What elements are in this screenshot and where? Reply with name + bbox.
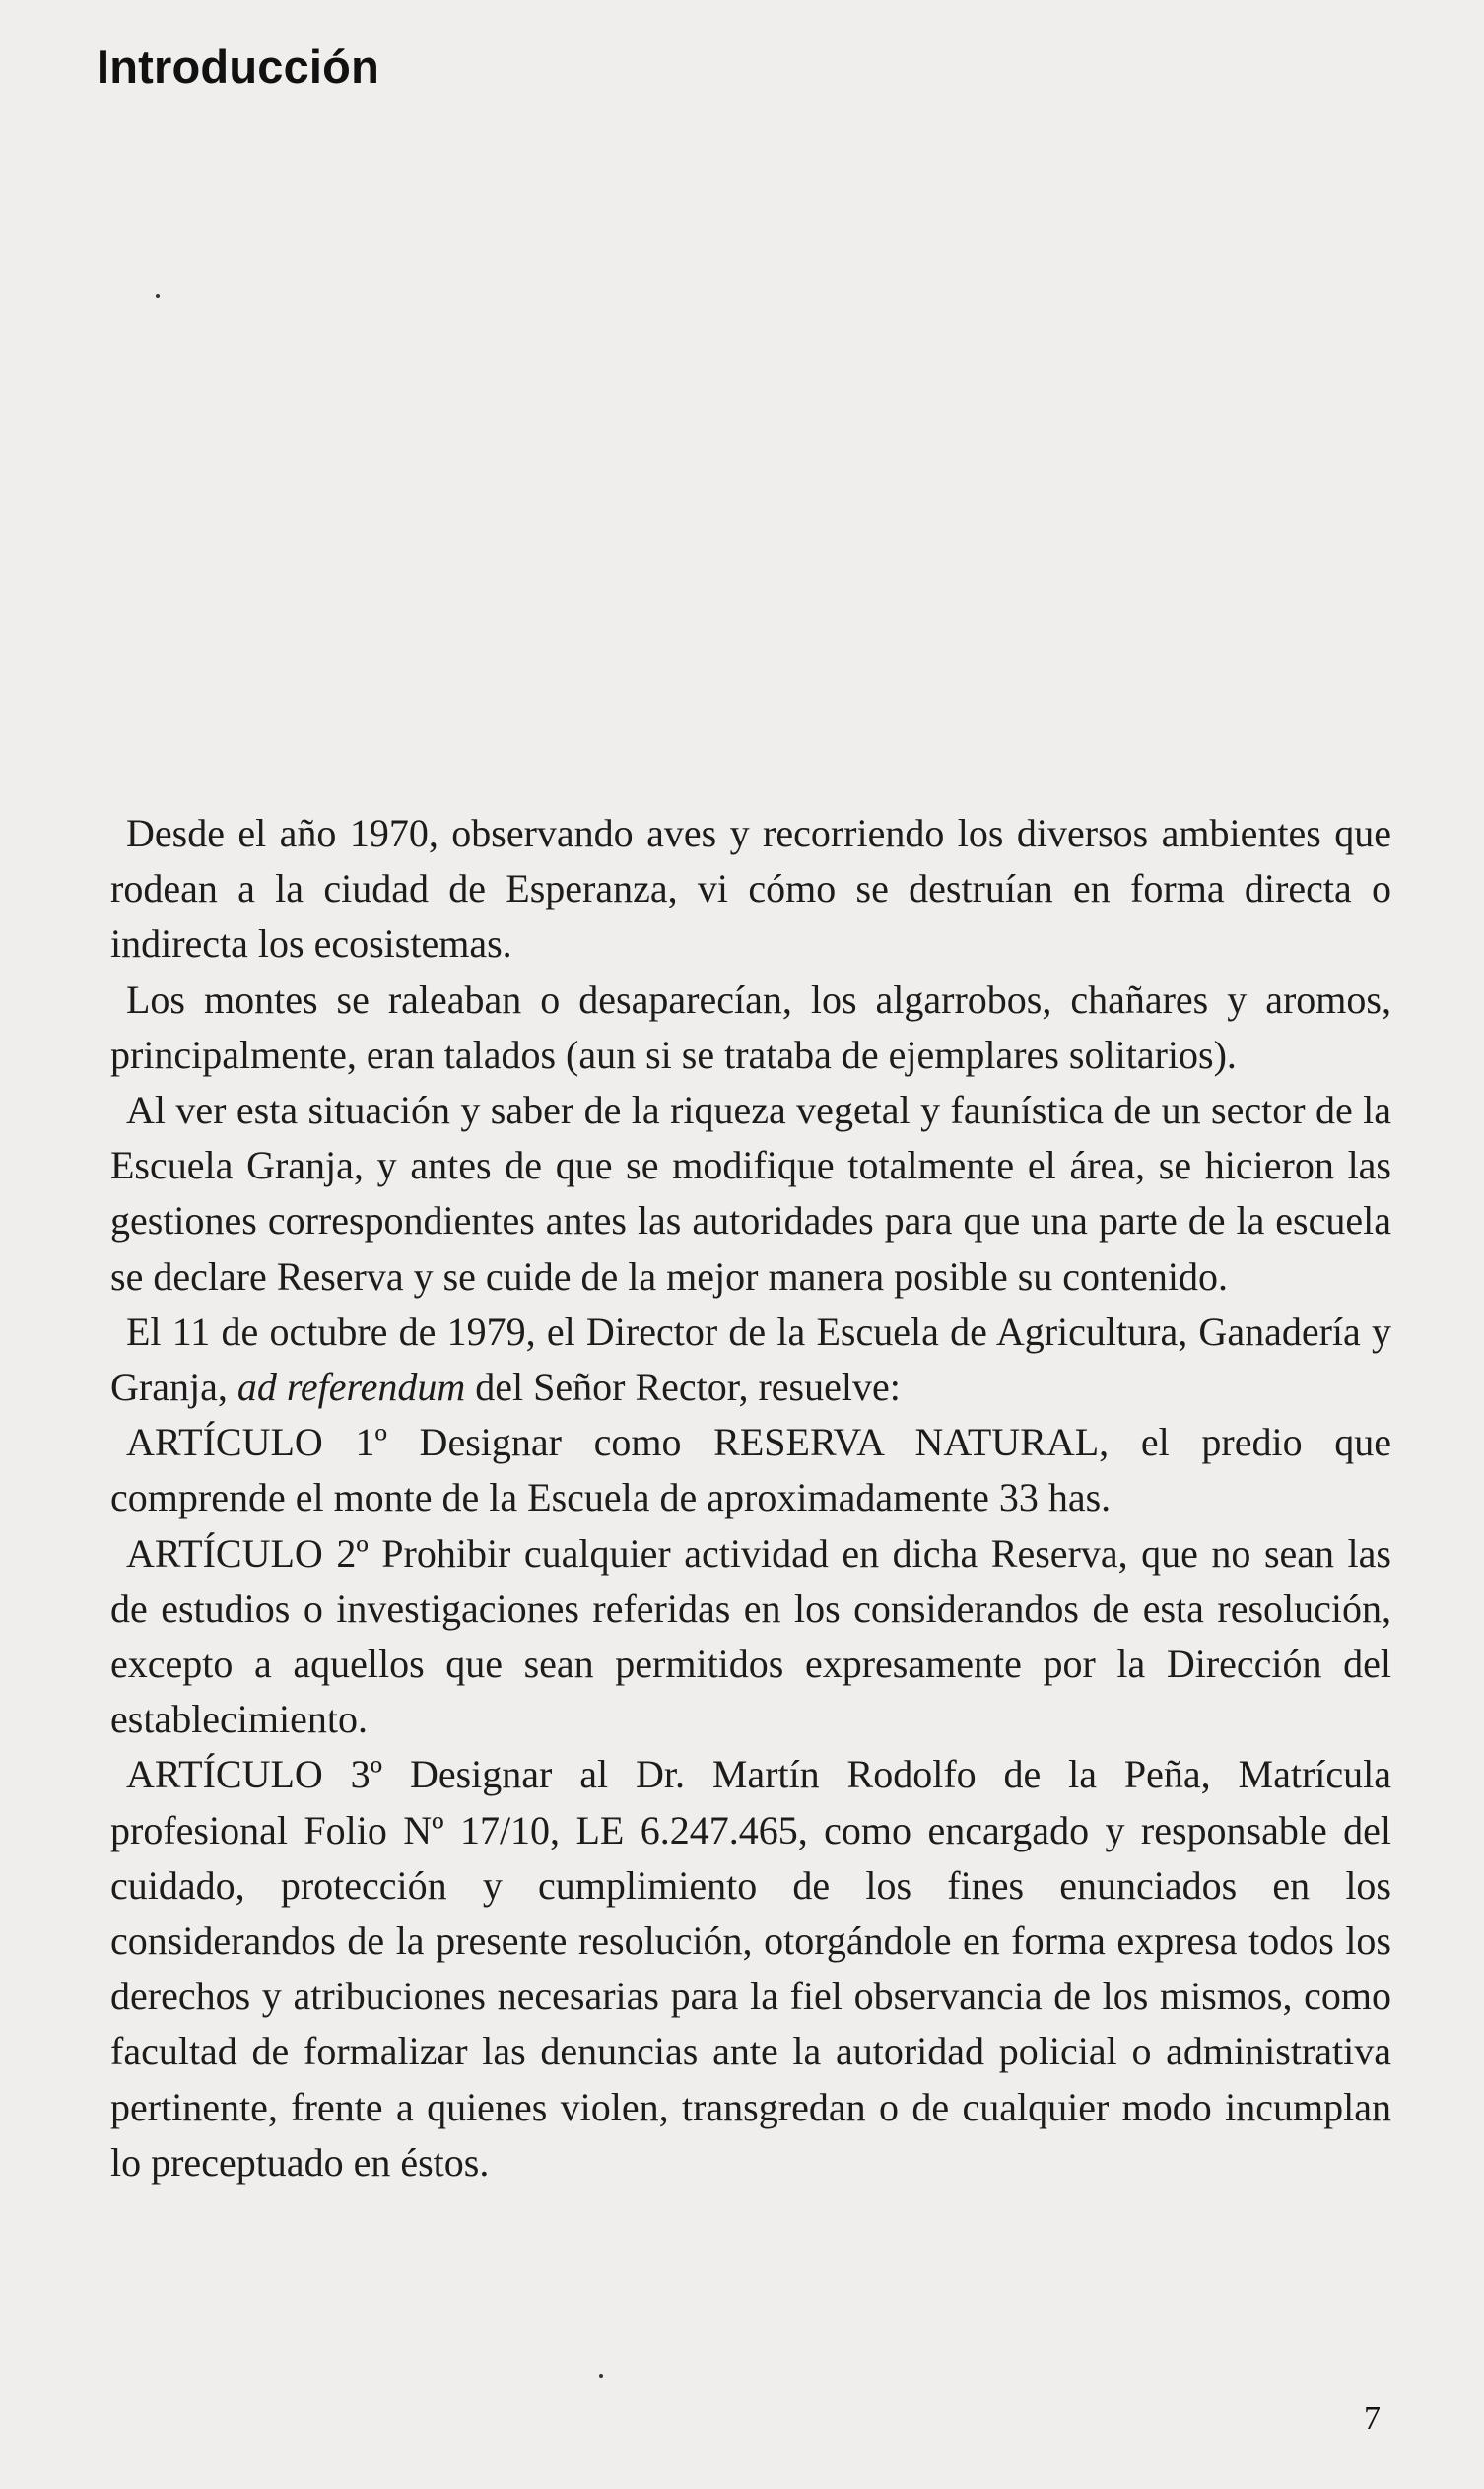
section-heading: Introducción (97, 40, 379, 93)
article-2: ARTÍCULO 2º Prohibir cualquier actividad en dicha Reserva, que no sean las de estudios o investigaciones referidas en los considerandos de esta resolución, excepto a aquellos que sean permitidos expresamente por la Dirección del establecimiento. (110, 1530, 1391, 1742)
paragraph: Los montes se raleaban o desaparecían, los algarrobos, chañares y aromos, principalmente, eran talados (aun si se trataba de ejemplares solitarios). (110, 976, 1391, 1077)
speck-mark (156, 294, 160, 298)
paragraph: Al ver esta situación y saber de la riqueza vegetal y faunística de un sector de la Escuela Granja, y antes de que se modifique totalmente el área, se hicieron las gestiones correspondientes antes las autoridades para que una parte de la escuela se declare Reserva y se cuide de la mejor manera posible su contenido. (110, 1088, 1391, 1299)
paragraph-text: del Señor Rector, resuelve: (465, 1365, 901, 1410)
body-text (110, 806, 1391, 2190)
page-number: 7 (1364, 2400, 1381, 2437)
latin-phrase: ad referendum (236, 1365, 466, 1410)
speck-mark (599, 2374, 603, 2378)
paragraph: Desde el año 1970, observando aves y recorriendo los diversos ambientes que rodean a la ciudad de Esperanza, vi cómo se destruían en forma directa o indirecta los ecosistemas. (110, 811, 1391, 967)
paragraph-text: El 11 de octubre de 1979, el Director de la Escuela de Agricultura, Ganadería y Granja, (110, 1309, 1391, 1410)
article-1: ARTÍCULO 1º Designar como RESERVA NATURAL, el predio que comprende el monte de la Escuela de aproximadamente 33 has. (110, 1420, 1391, 1520)
article-3: ARTÍCULO 3º Designar al Dr. Martín Rodolfo de la Peña, Matrícula profesional Folio Nº 17/10, LE 6.247.465, como encargado y responsable del cuidado, protección y cumplimiento de los fines enunciados en los considerandos de la presente resolución, otorgándole en forma expresa todos los derechos y atribuciones necesarias para la fiel observancia de los mismos, como facultad de formalizar las denuncias ante la autoridad policial o administrativa pertinente, frente a quienes violen, transgredan o de cualquier modo incumplan lo preceptuado en éstos. (110, 1752, 1391, 2185)
paragraph (110, 1305, 1391, 1415)
